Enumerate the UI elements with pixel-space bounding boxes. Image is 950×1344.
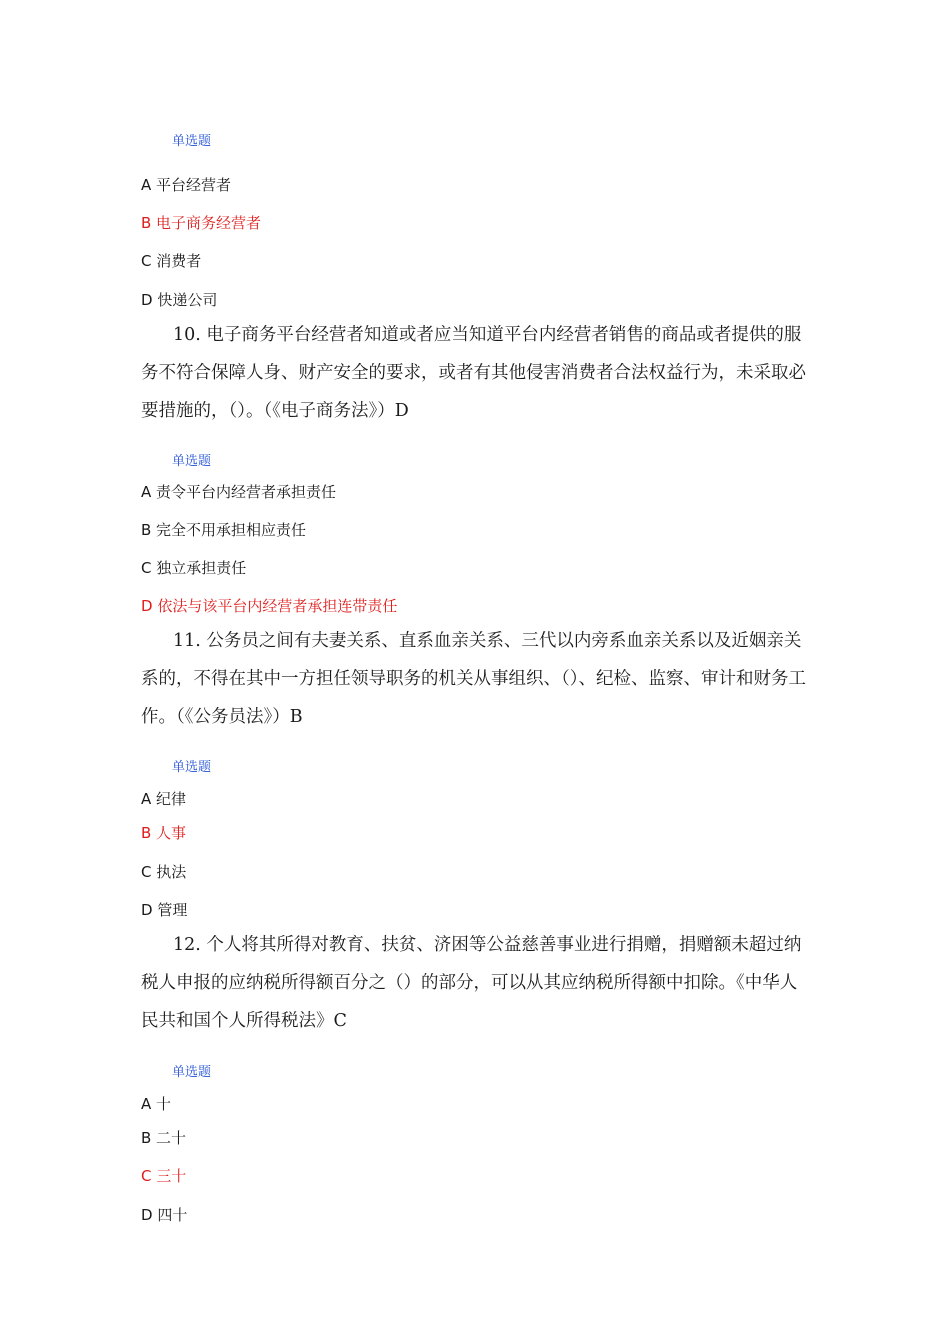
option-a[interactable]: A 十	[141, 1095, 172, 1113]
option-d-correct[interactable]: D 依法与该平台内经营者承担连带责任	[141, 597, 398, 615]
option-d[interactable]: D 快递公司	[141, 291, 218, 309]
question-10-stem: 10. 电子商务平台经营者知道或者应当知道平台内经营者销售的商品或者提供的服务不符合保障人身、财产安全的要求，或者有其他侵害消费者合法权益行为，未采取必要措施的，（）。（《电子商务法》）D	[141, 325, 806, 421]
question-type-tag: 单选题	[172, 454, 212, 469]
question-12-stem: 12. 个人将其所得对教育、扶贫、济困等公益慈善事业进行捐赠，捐赠额未超过纳税人申报的应纳税所得额百分之（）的部分，可以从其应纳税所得额中扣除。《中华人民共和国个人所得税法》C	[141, 935, 802, 1031]
option-a[interactable]: A 平台经营者	[141, 176, 232, 194]
option-c[interactable]: C 独立承担责任	[141, 559, 247, 577]
option-c[interactable]: C 执法	[141, 863, 187, 881]
option-b-correct[interactable]: B 人事	[141, 824, 187, 842]
option-a[interactable]: A 责令平台内经营者承担责任	[141, 483, 337, 501]
question-type-tag: 单选题	[172, 1065, 212, 1080]
option-c[interactable]: C 消费者	[141, 252, 202, 270]
option-d[interactable]: D 管理	[141, 901, 188, 919]
option-b[interactable]: B 完全不用承担相应责任	[141, 521, 307, 539]
option-d[interactable]: D 四十	[141, 1206, 188, 1224]
question-11-stem: 11. 公务员之间有夫妻关系、直系血亲关系、三代以内旁系血亲关系以及近姻亲关系的，不得在其中一方担任领导职务的机关从事组织、（）、纪检、监察、审计和财务工作。（《公务员法》）B	[141, 631, 806, 727]
option-a[interactable]: A 纪律	[141, 790, 187, 808]
question-type-tag: 单选题	[172, 134, 212, 149]
option-c-correct[interactable]: C 三十	[141, 1167, 187, 1185]
option-b[interactable]: B 二十	[141, 1129, 187, 1147]
question-type-tag: 单选题	[172, 760, 212, 775]
option-b-correct[interactable]: B 电子商务经营者	[141, 214, 262, 232]
